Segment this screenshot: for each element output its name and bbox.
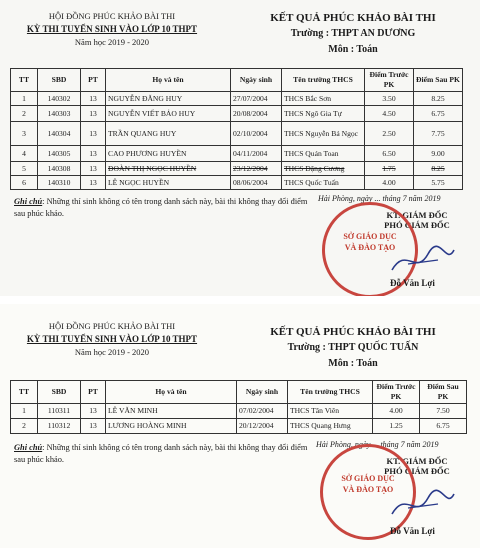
cell-name: NGUYỄN ĐĂNG HUY: [106, 92, 231, 106]
sign-date: Hải Phòng, ngày ... tháng 7 năm 2019: [318, 194, 441, 203]
cell-after: 7.50: [420, 404, 467, 419]
cell-tt: 1: [11, 92, 38, 106]
col-dob: Ngày sinh: [237, 381, 288, 404]
col-name: Họ và tên: [106, 381, 237, 404]
table-row: [11, 176, 463, 190]
cell-sbd: 110312: [38, 419, 81, 434]
council-header: [12, 10, 212, 49]
stamp-text: SỞ GIÁO DỤC VÀ ĐÀO TẠO: [343, 232, 397, 252]
cell-after: 9.00: [414, 146, 463, 162]
kt-label: KT. GIÁM ĐỐC: [386, 210, 448, 220]
col-after: Điểm Sau PK: [414, 69, 463, 92]
col-school: Tên trường THCS: [288, 381, 373, 404]
cell-school: THCS Ngô Gia Tự: [282, 106, 365, 122]
cell-dob: 27/07/2004: [231, 92, 282, 106]
cell-dob: 04/11/2004: [231, 146, 282, 162]
cell-after: 6.75: [420, 419, 467, 434]
results-table: [10, 68, 463, 190]
cell-sbd: 140305: [38, 146, 81, 162]
cell-dob: 20/12/2004: [237, 419, 288, 434]
cell-dob: 08/06/2004: [231, 176, 282, 190]
table-row: [11, 162, 463, 176]
cell-dob: 07/02/2004: [237, 404, 288, 419]
cell-after: 7.75: [414, 122, 463, 146]
cell-tt: 3: [11, 122, 38, 146]
col-tt: TT: [11, 69, 38, 92]
cell-name: NGUYỄN VIẾT BẢO HUY: [106, 106, 231, 122]
council-header: [12, 320, 212, 359]
school-year: Năm học 2019 - 2020: [74, 347, 150, 357]
page-separator: [0, 296, 480, 304]
cell-dob: 23/12/2004: [231, 162, 282, 176]
council-name: HỘI ĐỒNG PHÚC KHẢO BÀI THI: [48, 11, 176, 21]
col-sbd: SBD: [38, 69, 81, 92]
kt-label: KT. GIÁM ĐỐC: [386, 456, 448, 466]
cell-school: THCS Bắc Sơn: [282, 92, 365, 106]
cell-after: 8.25: [414, 162, 463, 176]
cell-before: 6.50: [365, 146, 414, 162]
cell-dob: 20/08/2004: [231, 106, 282, 122]
note-label: Ghi chú: [14, 443, 43, 452]
cell-before: 4.00: [365, 176, 414, 190]
result-title: KẾT QUẢ PHÚC KHẢO BÀI THI: [270, 326, 436, 338]
cell-school: THCS Quốc Tuấn: [282, 176, 365, 190]
results-table: [10, 380, 467, 434]
cell-school: THCS Quang Hưng: [288, 419, 373, 434]
table-row: [11, 106, 463, 122]
table-row: [11, 146, 463, 162]
table-row: [11, 404, 467, 419]
col-sbd: SBD: [38, 381, 81, 404]
cell-name: TRẦN QUANG HUY: [106, 122, 231, 146]
cell-school: THCS Quán Toan: [282, 146, 365, 162]
col-school: Tên trường THCS: [282, 69, 365, 92]
cell-before: 1.75: [365, 162, 414, 176]
col-name: Họ và tên: [106, 69, 231, 92]
cell-name: LÊ VĂN MINH: [106, 404, 237, 419]
cell-pt: 13: [81, 106, 106, 122]
col-dob: Ngày sinh: [231, 69, 282, 92]
exam-name: KỲ THI TUYỂN SINH VÀO LỚP 10 THPT: [26, 24, 198, 34]
footnote: [14, 196, 314, 220]
cell-sbd: 140310: [38, 176, 81, 190]
deputy-label: PHÓ GIÁM ĐỐC: [384, 220, 450, 230]
note-label: Ghi chú: [14, 197, 43, 206]
cell-tt: 6: [11, 176, 38, 190]
col-after: Điểm Sau PK: [420, 381, 467, 404]
cell-name: ĐOÀN THỊ NGỌC HUYỀN: [106, 162, 231, 176]
result-sheet-quoc-tuan: [0, 304, 480, 548]
cell-school: THCS Đặng Cương: [282, 162, 365, 176]
footnote: [14, 442, 314, 466]
cell-before: 2.50: [365, 122, 414, 146]
cell-name: LƯƠNG HOÀNG MINH: [106, 419, 237, 434]
signature-icon: [388, 484, 458, 524]
cell-sbd: 140302: [38, 92, 81, 106]
cell-sbd: 140303: [38, 106, 81, 122]
cell-before: 1.25: [373, 419, 420, 434]
table-row: [11, 92, 463, 106]
exam-name: KỲ THI TUYỂN SINH VÀO LỚP 10 THPT: [26, 334, 198, 344]
cell-tt: 4: [11, 146, 38, 162]
cell-dob: 02/10/2004: [231, 122, 282, 146]
col-pt: PT: [81, 381, 106, 404]
cell-tt: 2: [11, 106, 38, 122]
result-header: [238, 10, 468, 58]
col-before: Điểm Trước PK: [373, 381, 420, 404]
school-name: Trường : THPT QUỐC TUẤN: [287, 342, 419, 353]
council-name: HỘI ĐỒNG PHÚC KHẢO BÀI THI: [48, 321, 176, 331]
cell-sbd: 110311: [38, 404, 81, 419]
cell-pt: 13: [81, 404, 106, 419]
signer-name: Đỗ Văn Lợi: [390, 526, 435, 536]
note-text: : Những thí sinh không có tên trong danh sách này, bài thi không thay đổi điểm sau phúc khảo.: [14, 443, 308, 464]
col-before: Điểm Trước PK: [365, 69, 414, 92]
cell-after: 8.25: [414, 92, 463, 106]
table-row: [11, 122, 463, 146]
note-text: : Những thí sinh không có tên trong danh sách này, bài thi không thay đổi điểm sau phúc khảo.: [14, 197, 308, 218]
result-header: [238, 324, 468, 372]
cell-after: 5.75: [414, 176, 463, 190]
cell-before: 4.50: [365, 106, 414, 122]
cell-pt: 13: [81, 176, 106, 190]
cell-sbd: 140308: [38, 162, 81, 176]
signature-icon: [388, 240, 458, 280]
cell-sbd: 140304: [38, 122, 81, 146]
cell-before: 3.50: [365, 92, 414, 106]
col-tt: TT: [11, 381, 38, 404]
col-pt: PT: [81, 69, 106, 92]
cell-after: 6.75: [414, 106, 463, 122]
table-row: [11, 419, 467, 434]
school-name: Trường : THPT AN DƯƠNG: [290, 28, 416, 39]
cell-name: CAO PHƯƠNG HUYỀN: [106, 146, 231, 162]
table-header-row: [11, 69, 463, 92]
school-year: Năm học 2019 - 2020: [74, 37, 150, 47]
stamp-text: SỞ GIÁO DỤC VÀ ĐÀO TẠO: [341, 474, 395, 494]
result-title: KẾT QUẢ PHÚC KHẢO BÀI THI: [270, 12, 436, 24]
deputy-label: PHÓ GIÁM ĐỐC: [384, 466, 450, 476]
table-header-row: [11, 381, 467, 404]
cell-tt: 5: [11, 162, 38, 176]
cell-name: LÊ NGỌC HUYỀN: [106, 176, 231, 190]
cell-pt: 13: [81, 162, 106, 176]
cell-tt: 2: [11, 419, 38, 434]
subject-name: Môn : Toán: [328, 44, 378, 55]
cell-school: THCS Tân Viên: [288, 404, 373, 419]
cell-pt: 13: [81, 146, 106, 162]
sign-date: Hải Phòng, ngày ... tháng 7 năm 2019: [316, 440, 439, 449]
subject-name: Môn : Toán: [328, 358, 378, 369]
cell-tt: 1: [11, 404, 38, 419]
signer-name: Đỗ Văn Lợi: [390, 278, 435, 288]
cell-pt: 13: [81, 122, 106, 146]
cell-pt: 13: [81, 419, 106, 434]
cell-school: THCS Nguyễn Bá Ngọc: [282, 122, 365, 146]
cell-pt: 13: [81, 92, 106, 106]
cell-before: 4.00: [373, 404, 420, 419]
